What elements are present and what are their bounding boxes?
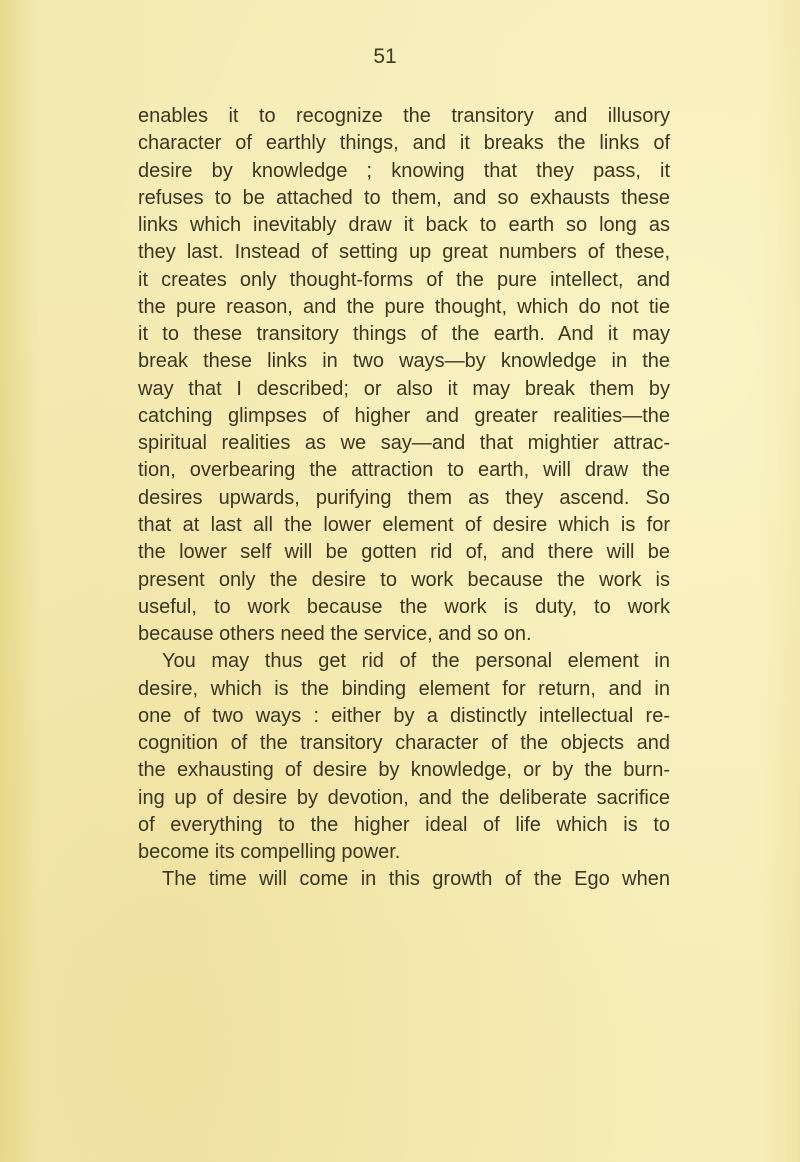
text-line: break these links in two ways—by knowledge in the bbox=[138, 350, 670, 373]
text-line: become its compelling power. bbox=[138, 841, 401, 864]
page-number: 51 bbox=[373, 45, 397, 68]
text-line: refuses to be attached to them, and so exhausts these bbox=[138, 186, 670, 209]
text-line: desire, which is the binding element for return, and in bbox=[138, 677, 670, 700]
text-line: the lower self will be gotten rid of, and there will be bbox=[138, 541, 670, 564]
text-line: because others need the service, and so on. bbox=[138, 623, 532, 646]
text-line: they last. Instead of setting up great numbers of these, bbox=[138, 241, 670, 264]
text-line: that at last all the lower element of desire which is for bbox=[138, 513, 670, 536]
text-line: The time will come in this growth of the Ego when bbox=[162, 868, 670, 891]
text-line: cognition of the transitory character of the objects and bbox=[138, 732, 670, 755]
text-line: spiritual realities as we say—and that mightier attrac- bbox=[138, 432, 670, 455]
text-line: of everything to the higher ideal of life which is to bbox=[138, 813, 670, 836]
text-line: useful, to work because the work is duty, to work bbox=[138, 595, 670, 618]
text-line: catching glimpses of higher and greater realities—the bbox=[138, 404, 670, 427]
text-line: desire by knowledge ; knowing that they pass, it bbox=[138, 159, 670, 182]
text-line: present only the desire to work because the work is bbox=[138, 568, 670, 591]
text-line: the exhausting of desire by knowledge, or by the burn- bbox=[138, 759, 670, 782]
body-text bbox=[138, 103, 670, 894]
text-line: You may thus get rid of the personal element in bbox=[162, 650, 670, 673]
text-line: ing up of desire by devotion, and the deliberate sacrifice bbox=[138, 786, 670, 809]
text-line: tion, overbearing the attraction to earth, will draw the bbox=[138, 459, 670, 482]
text-line: the pure reason, and the pure thought, which do not tie bbox=[138, 295, 670, 318]
text-line: character of earthly things, and it breaks the links of bbox=[138, 132, 670, 155]
text-line: way that I described; or also it may break them by bbox=[138, 377, 670, 400]
text-line: enables it to recognize the transitory and illusory bbox=[138, 105, 670, 127]
text-line: one of two ways : either by a distinctly intellectual re- bbox=[138, 704, 670, 727]
text-line: links which inevitably draw it back to earth so long as bbox=[138, 214, 670, 237]
text-line: it creates only thought-forms of the pure intellect, and bbox=[138, 268, 670, 291]
text-line: desires upwards, purifying them as they ascend. So bbox=[138, 486, 670, 509]
text-line: it to these transitory things of the earth. And it may bbox=[138, 323, 670, 346]
